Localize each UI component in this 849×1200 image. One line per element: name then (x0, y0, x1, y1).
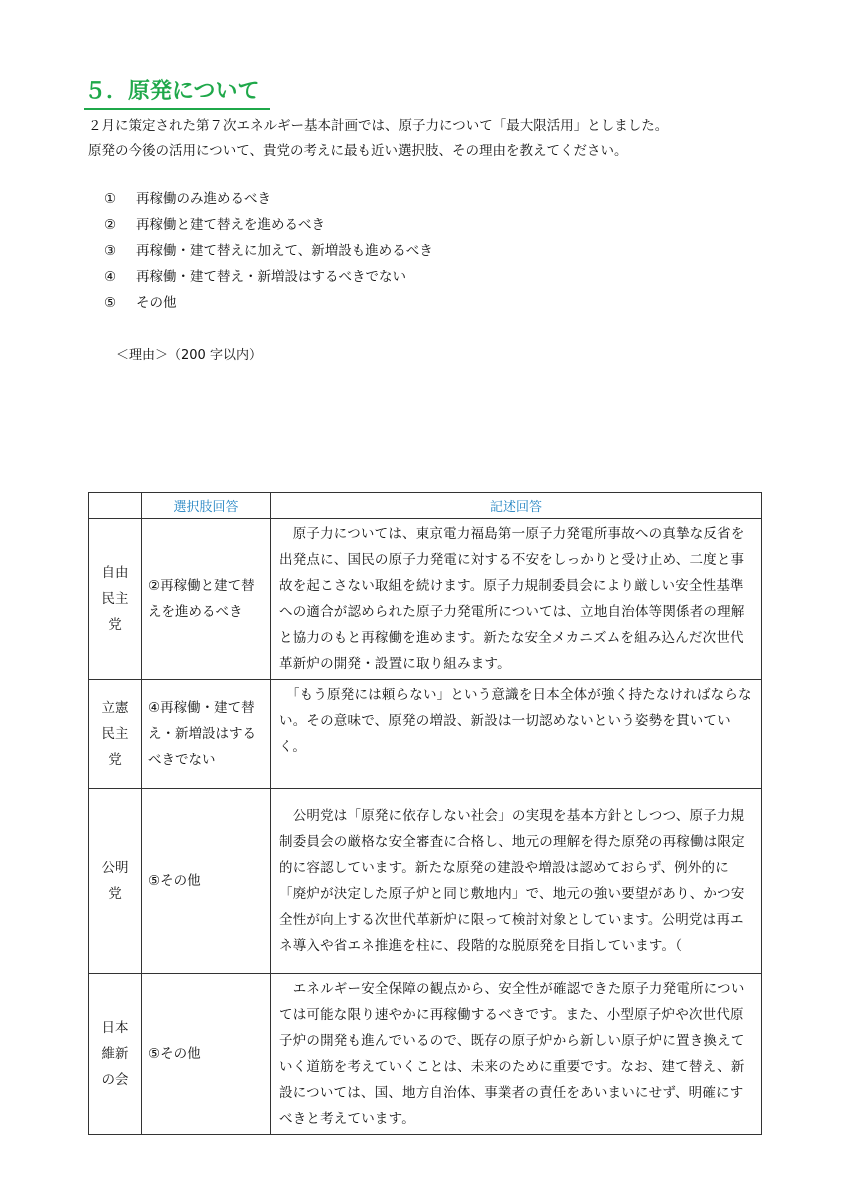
option-item (104, 238, 433, 264)
intro-line-1: ２月に策定された第７次エネルギー基本計画では、原子力について「最大限活用」としました。 (88, 118, 669, 134)
party-name (89, 519, 142, 680)
table-row (89, 519, 762, 680)
party-name-line: 党 (108, 617, 122, 633)
option-list (104, 186, 433, 316)
party-name-line: 党 (108, 752, 122, 768)
option-label: 再稼働と建て替えを進めるべき (136, 217, 325, 233)
choice-answer: ⑤その他 (142, 789, 271, 974)
table-header-row (89, 493, 762, 519)
party-name-line: 民主 (101, 591, 129, 607)
option-item (104, 264, 433, 290)
party-name-line: 日本 (101, 1020, 129, 1036)
party-name-line: 民主 (101, 726, 129, 742)
option-item (104, 290, 433, 316)
description-answer: エネルギー安全保障の観点から、安全性が確認できた原子力発電所については可能な限り速やかに再稼働するべきです。また、小型原子炉や次世代原子炉の開発も進んでいるので、既存の原子炉から新しい原子炉に置き換えていく道筋を考えていくことは、未来のために重要です。なお、建て替え、新設については、国、地方自治体、事業者の責任をあいまいにせず、明確にすべきと考えています。 (271, 974, 762, 1135)
option-number: ④ (104, 269, 117, 285)
option-label: 再稼働のみ進めるべき (136, 191, 271, 207)
table-row (89, 789, 762, 974)
party-name-line: 維新 (101, 1046, 129, 1062)
answers-table (88, 492, 762, 1135)
header-description: 記述回答 (271, 493, 762, 519)
description-answer: 公明党は「原発に依存しない社会」の実現を基本方針としつつ、原子力規制委員会の厳格な安全審査に合格し、地元の理解を得た原発の再稼働は限定的に容認しています。新たな原発の建設や増設は認めておらず、例外的に「廃炉が決定した原子炉と同じ敷地内」で、地元の強い要望があり、かつ安全性が向上する次世代革新炉に限って検討対象としています。公明党は再エネ導入や省エネ推進を柱に、段階的な脱原発を目指しています。（ (271, 789, 762, 974)
intro-line-2: 原発の今後の活用について、貴党の考えに最も近い選択肢、その理由を教えてください。 (88, 143, 628, 159)
option-number: ③ (104, 243, 117, 259)
party-name (89, 789, 142, 974)
choice-answer: ②再稼働と建て替えを進めるべき (142, 519, 271, 680)
section-title: ５．原発について (84, 76, 270, 110)
choice-answer: ⑤その他 (142, 974, 271, 1135)
party-name (89, 974, 142, 1135)
header-choice: 選択肢回答 (142, 493, 271, 519)
party-name-line: 公明 (101, 860, 129, 876)
table-row (89, 680, 762, 789)
description-answer: 「もう原発には頼らない」という意識を日本全体が強く持たなければならない。その意味で、原発の増設、新設は一切認めないという姿勢を貫いていく。 (271, 680, 762, 789)
option-number: ① (104, 191, 117, 207)
option-item (104, 186, 433, 212)
party-name-line: の会 (101, 1072, 129, 1088)
choice-answer: ④再稼働・建て替 え・新増設はするべきでない (142, 680, 271, 789)
intro-text (88, 114, 668, 164)
option-item (104, 212, 433, 238)
option-number: ② (104, 217, 117, 233)
option-label: 再稼働・建て替え・新増設はするべきでない (136, 269, 406, 285)
party-name-line: 立憲 (101, 700, 129, 716)
party-name-line: 自由 (101, 565, 129, 581)
header-party (89, 493, 142, 519)
description-answer: 原子力については、東京電力福島第一原子力発電所事故への真摯な反省を出発点に、国民の原子力発電に対する不安をしっかりと受け止め、二度と事故を起こさない取組を続けます。原子力規制委員会により厳しい安全性基準への適合が認められた原子力発電所については、立地自治体等関係者の理解と協力のもと再稼働を進めます。新たな安全メカニズムを組み込んだ次世代革新炉の開発・設置に取り組みます。 (271, 519, 762, 680)
reason-label: ＜理由＞（200 字以内） (116, 348, 262, 363)
option-number: ⑤ (104, 295, 117, 311)
party-name-line: 党 (108, 886, 122, 902)
table-row (89, 974, 762, 1135)
party-name (89, 680, 142, 789)
option-label: 再稼働・建て替えに加えて、新増設も進めるべき (136, 243, 433, 259)
option-label: その他 (136, 295, 177, 311)
